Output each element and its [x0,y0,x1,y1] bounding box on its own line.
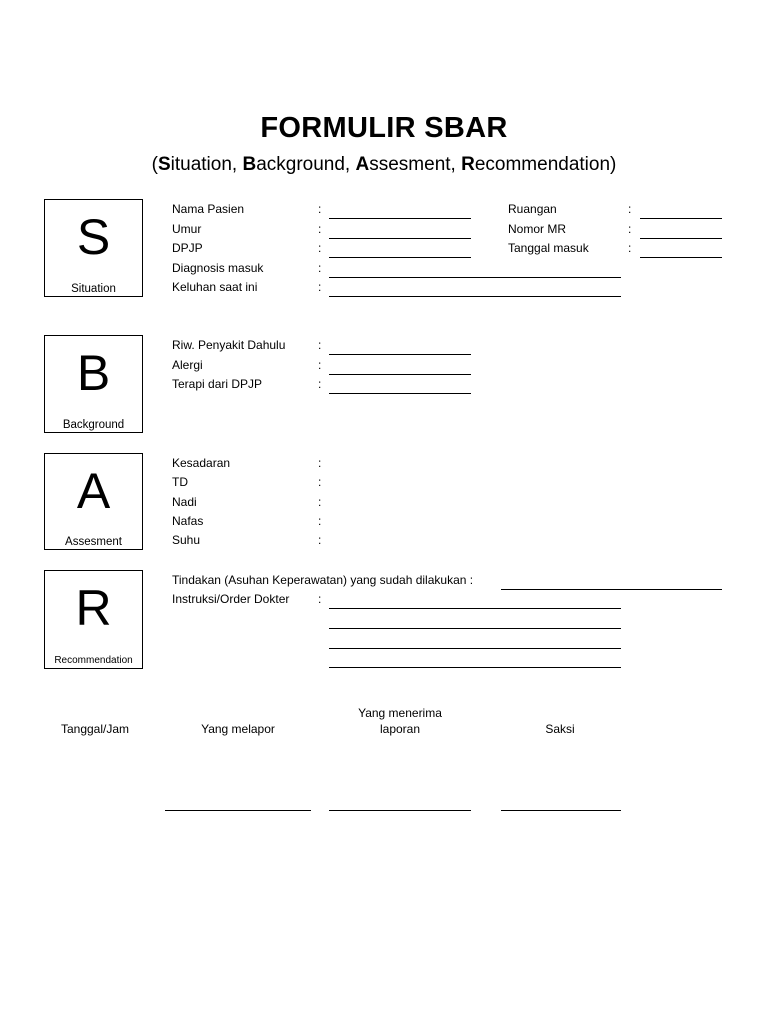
label-ruangan: Ruangan [508,202,557,216]
form-title: FORMULIR SBAR [260,112,508,144]
umur-field[interactable] [329,238,471,239]
colon: : [318,592,322,606]
recommendation-letter: R [75,580,112,636]
label-alergi: Alergi [172,358,203,372]
label-suhu: Suhu [172,533,201,547]
background-caption: Background [62,419,125,431]
label-nama-pasien: Nama Pasien [172,202,245,216]
yang-melapor-signature-line[interactable] [165,810,311,811]
colon: : [318,495,322,509]
subtitle-part: ssesment, [369,154,462,175]
assesment-box [44,453,143,550]
subtitle-part: B [242,154,257,175]
yang-menerima-signature-line[interactable] [329,810,471,811]
nomor-mr-field[interactable] [640,238,722,239]
instruksi-field-line-3[interactable] [329,648,621,649]
subtitle-part: S [157,154,171,175]
assesment-letter: A [76,463,111,519]
situation-caption: Situation [71,283,116,295]
alergi-field[interactable] [329,374,471,375]
label-tindakan: Tindakan (Asuhan Keperawatan) yang sudah dilakukan : [172,573,474,587]
label-td: TD [172,475,188,489]
colon: : [318,261,322,275]
sig-yang-melapor: Yang melapor [201,722,275,736]
label-nafas: Nafas [172,514,204,528]
sig-saksi: Saksi [545,722,575,736]
colon: : [318,202,322,216]
colon: : [318,533,322,547]
subtitle-part: ituation, [170,154,243,175]
subtitle-part: ecommendation) [474,154,617,175]
sig-yang-menerima [320,705,480,737]
colon: : [318,222,322,236]
instruksi-field-line-1[interactable] [329,608,621,609]
tindakan-field[interactable] [501,589,722,590]
colon: : [318,241,322,255]
label-instruksi: Instruksi/Order Dokter [172,592,290,606]
label-dpjp: DPJP [172,241,203,255]
label-tanggal-masuk: Tanggal masuk [508,241,589,255]
colon: : [628,202,632,216]
subtitle-part: ( [151,154,158,175]
label-nomor-mr: Nomor MR [508,222,567,236]
label-terapi: Terapi dari DPJP [172,377,263,391]
terapi-field[interactable] [329,393,471,394]
subtitle-part: A [355,154,370,175]
situation-box [44,199,143,297]
label-keluhan: Keluhan saat ini [172,280,258,294]
assesment-caption: Assesment [65,536,122,548]
dpjp-field[interactable] [329,257,471,258]
colon: : [628,222,632,236]
sig-tanggal-jam: Tanggal/Jam [60,722,130,736]
label-kesadaran: Kesadaran [172,456,231,470]
label-umur: Umur [172,222,202,236]
instruksi-field-line-4[interactable] [329,667,621,668]
instruksi-field-line-2[interactable] [329,628,621,629]
form-subtitle [0,154,768,176]
background-letter: B [76,345,111,401]
tanggal-masuk-field[interactable] [640,257,722,258]
sig-yang-menerima-line1: Yang menerima [358,706,442,720]
sig-yang-menerima-line2: laporan [379,722,421,736]
saksi-signature-line[interactable] [501,810,621,811]
recommendation-box [44,570,143,669]
subtitle-part: ackground, [256,154,356,175]
label-riw-penyakit: Riw. Penyakit Dahulu [172,338,286,352]
nama-pasien-field[interactable] [329,218,471,219]
colon: : [318,338,322,352]
keluhan-field[interactable] [329,296,621,297]
colon: : [318,358,322,372]
background-box [44,335,143,433]
colon: : [318,456,322,470]
subtitle-part: R [461,154,475,175]
colon: : [628,241,632,255]
ruangan-field[interactable] [640,218,722,219]
situation-letter: S [76,209,111,265]
label-nadi: Nadi [172,495,197,509]
riw-penyakit-field[interactable] [329,354,471,355]
colon: : [318,280,322,294]
colon: : [318,377,322,391]
colon: : [318,514,322,528]
diagnosis-masuk-field[interactable] [329,277,621,278]
label-diagnosis-masuk: Diagnosis masuk [172,261,264,275]
recommendation-caption: Recommendation [54,655,133,666]
colon: : [318,475,322,489]
